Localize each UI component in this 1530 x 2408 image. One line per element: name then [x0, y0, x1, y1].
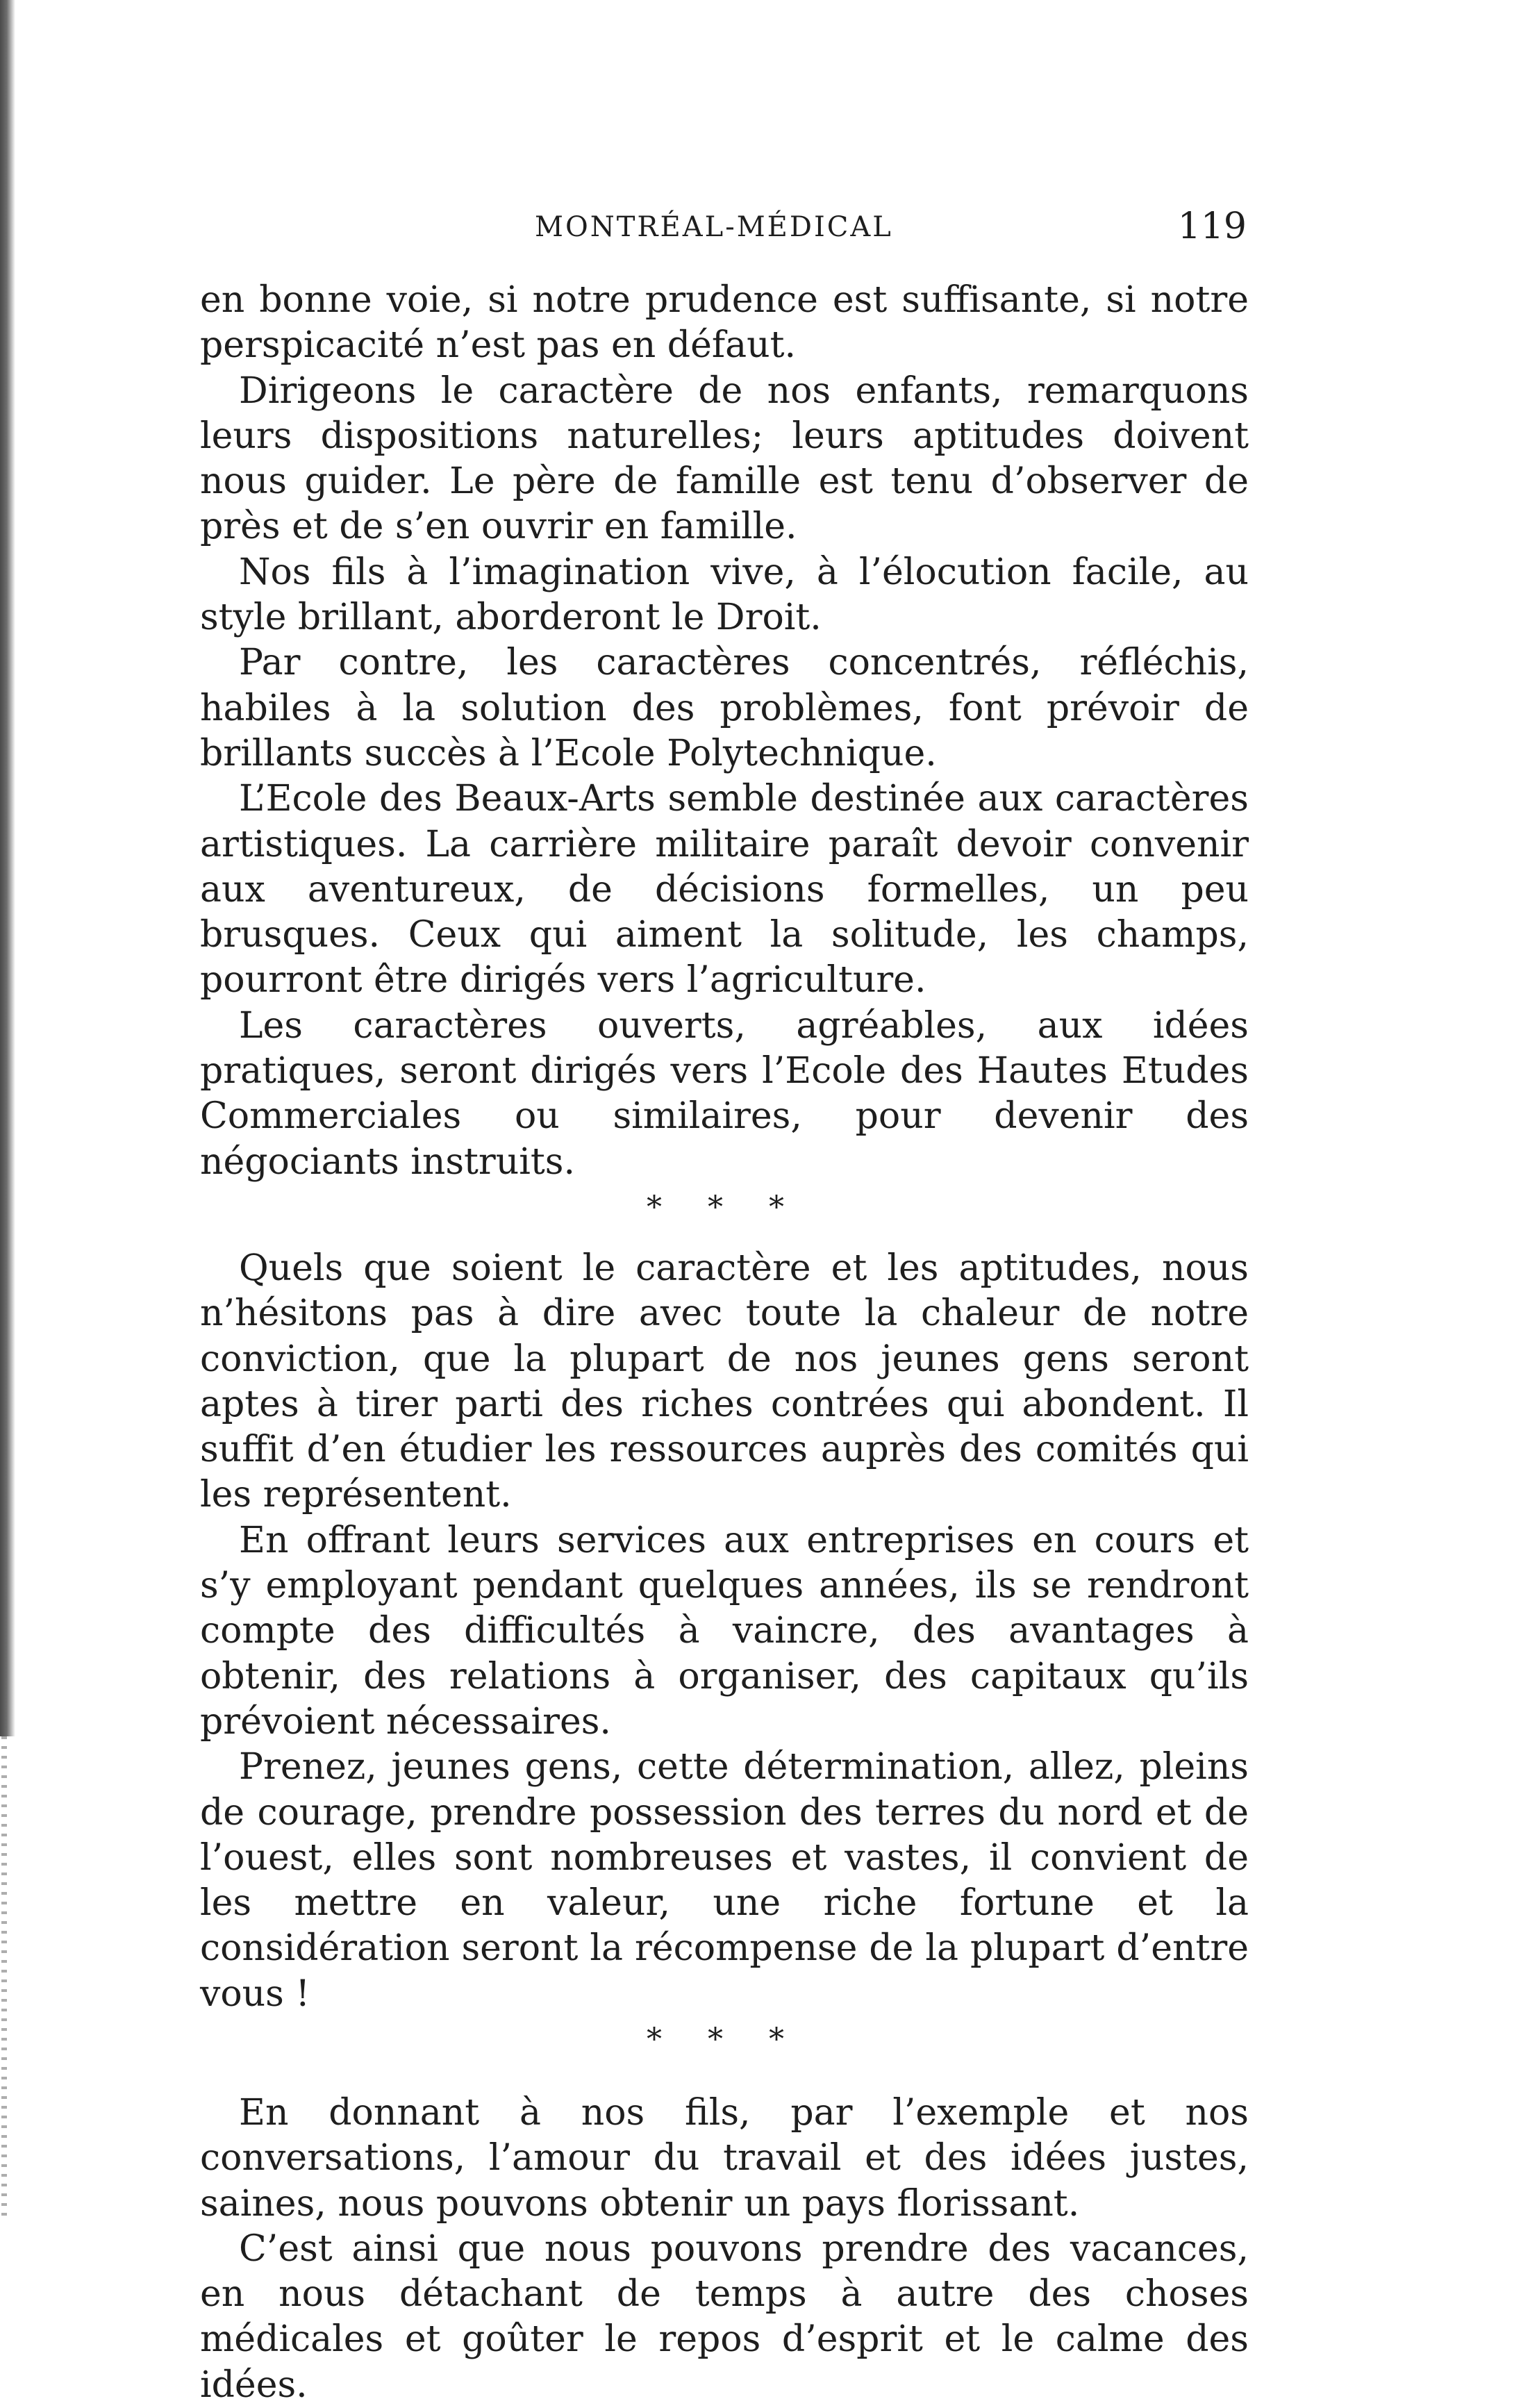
paragraph-7: Quels que soient le caractère et les aptitudes, nous n’hésitons pas à dire avec toute la chaleur de notre conviction, que la plupart de nos jeunes gens seront aptes à tirer parti des riches contrées qui abondent. Il suffit d’en étudier les ressources auprès des comités qui les représentent. — [200, 1247, 1249, 1516]
paragraph-2: Dirigeons le caractère de nos enfants, remarquons leurs dispositions naturelles; leurs aptitudes doivent nous guider. Le père de famille est tenu d’observer de près et de s’en ouvrir en famille. — [200, 369, 1249, 548]
page-body — [200, 278, 1249, 2408]
paragraph-9: Prenez, jeunes gens, cette détermination, allez, pleins de courage, prendre possession des terres du nord et de l’ouest, elles sont nombreuses et vastes, il convient de les mettre en valeur, une riche fortune et la considération seront la récompense de la plupart d’entre vous ! — [200, 1746, 1249, 2015]
page-header — [201, 206, 1247, 247]
running-title: MONTRÉAL-MÉDICAL — [535, 211, 893, 243]
paragraph-11: C’est ainsi que nous pouvons prendre des vacances, en nous détachant de temps à autre des choses médicales et goûter le repos d’esprit et le calme des idées. — [200, 2227, 1249, 2406]
paragraph-4: Par contre, les caractères concentrés, réfléchis, habiles à la solution des problèmes, font prévoir de brillants succès à l’Ecole Polytechnique. — [200, 642, 1249, 774]
paragraph-1: en bonne voie, si notre prudence est suffisante, si notre perspicacité n’est pas en défaut. — [200, 279, 1249, 367]
scan-binding-edge-lower — [1, 1736, 7, 2223]
paragraph-5: L’Ecole des Beaux-Arts semble destinée aux caractères artistiques. La carrière militaire paraît devoir convenir aux aventureux, de décisions formelles, un peu brusques. Ceux qui aiment la solitude, les champs, pourront être dirigés vers l’agriculture. — [200, 778, 1249, 1002]
paragraph-8: En offrant leurs services aux entreprises en cours et s’y employant pendant quelques années, ils se rendront compte des difficultés à vaincre, des avantages à obtenir, des relations à organiser, des capitaux qu’ils prévoient nécessaires. — [200, 1519, 1249, 1743]
page-number: 119 — [1177, 206, 1247, 247]
section-separator: * * * — [647, 2021, 802, 2057]
paragraph-6: Les caractères ouverts, agréables, aux idées pratiques, seront dirigés vers l’Ecole des Hautes Etudes Commerciales ou similaires, pour devenir des négociants instruits. — [200, 1004, 1249, 1183]
paragraph-10: En donnant à nos fils, par l’exemple et nos conversations, l’amour du travail et des idées justes, saines, nous pouvons obtenir un pays florissant. — [200, 2091, 1249, 2225]
scan-binding-edge — [0, 0, 15, 1736]
section-separator: * * * — [647, 1189, 802, 1225]
paragraph-3: Nos fils à l’imagination vive, à l’élocution facile, au style brillant, aborderont le Droit. — [200, 551, 1249, 639]
